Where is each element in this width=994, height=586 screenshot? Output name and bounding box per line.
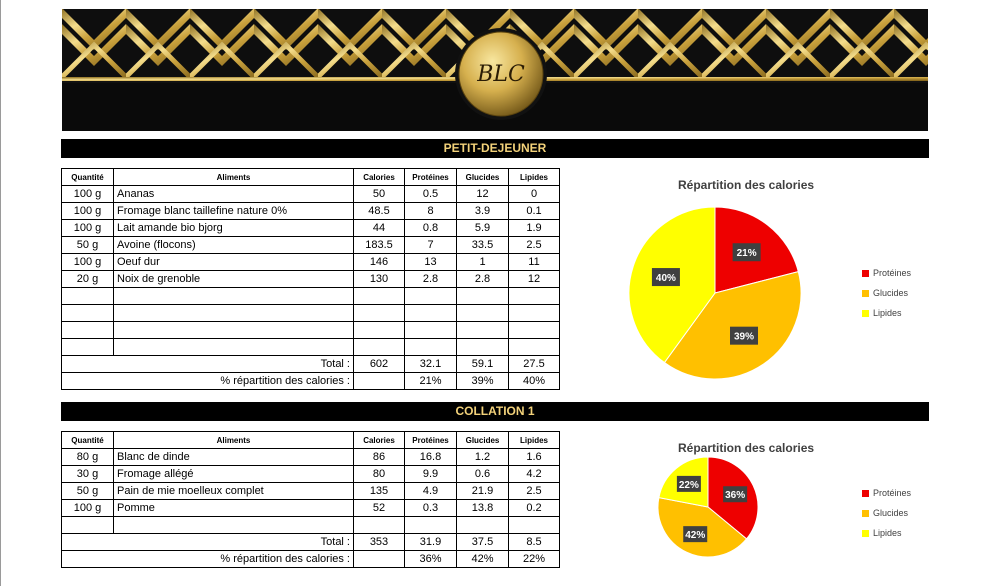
calories-cell: 146 (354, 254, 405, 271)
percentage-label: % répartition des calories : (62, 551, 354, 568)
calories-cell: 183.5 (354, 237, 405, 254)
empty-cell (62, 339, 114, 356)
food-name-cell: Oeuf dur (114, 254, 354, 271)
legend-swatch (862, 490, 869, 497)
empty-cell (354, 305, 405, 322)
food-table-petit-dejeuner (61, 168, 560, 390)
calories-cell: 44 (354, 220, 405, 237)
legend-2 (862, 483, 911, 543)
legend-swatch (862, 510, 869, 517)
empty-row (62, 288, 560, 305)
header-quantite: Quantité (62, 169, 114, 186)
food-name-cell: Ananas (114, 186, 354, 203)
empty-cell (354, 517, 405, 534)
lipides-cell: 12 (509, 271, 560, 288)
glucides-cell: 21.9 (457, 483, 509, 500)
empty-cell (405, 305, 457, 322)
table-row (62, 186, 560, 203)
food-name-cell: Lait amande bio bjorg (114, 220, 354, 237)
empty-cell (509, 305, 560, 322)
header-lipides: Lipides (509, 169, 560, 186)
empty-cell (114, 288, 354, 305)
empty-cell (354, 322, 405, 339)
proteines-cell: 0.8 (405, 220, 457, 237)
proteines-cell: 9.9 (405, 466, 457, 483)
glucides-cell: 1.2 (457, 449, 509, 466)
total-proteines-cell: 31.9 (405, 534, 457, 551)
calories-cell: 135 (354, 483, 405, 500)
percentage-empty-cell (354, 373, 405, 390)
empty-row (62, 517, 560, 534)
pie-chart-collation-1 (650, 452, 780, 567)
table-row (62, 254, 560, 271)
percentage-glucides-cell: 39% (457, 373, 509, 390)
quantity-cell: 20 g (62, 271, 114, 288)
quantity-cell: 100 g (62, 500, 114, 517)
data-label-proteines: 36% (725, 490, 746, 502)
quantity-cell: 50 g (62, 483, 114, 500)
legend-swatch (862, 290, 869, 297)
data-label-proteines: 21% (736, 248, 757, 260)
glucides-cell: 0.6 (457, 466, 509, 483)
empty-cell (114, 305, 354, 322)
proteines-cell: 7 (405, 237, 457, 254)
total-row (62, 356, 560, 373)
empty-cell (509, 517, 560, 534)
empty-cell (354, 339, 405, 356)
lipides-cell: 2.5 (509, 483, 560, 500)
lipides-cell: 0 (509, 186, 560, 203)
total-label: Total : (62, 534, 354, 551)
percentage-lipides-cell: 40% (509, 373, 560, 390)
percentage-row (62, 551, 560, 568)
food-name-cell: Pain de mie moelleux complet (114, 483, 354, 500)
lipides-cell: 11 (509, 254, 560, 271)
data-label-lipides: 40% (655, 273, 676, 285)
total-proteines-cell: 32.1 (405, 356, 457, 373)
table-row (62, 220, 560, 237)
lipides-cell: 1.9 (509, 220, 560, 237)
proteines-cell: 13 (405, 254, 457, 271)
proteines-cell: 2.8 (405, 271, 457, 288)
food-name-cell: Blanc de dinde (114, 449, 354, 466)
percentage-lipides-cell: 22% (509, 551, 560, 568)
data-label-glucides: 39% (733, 331, 755, 343)
calories-cell: 52 (354, 500, 405, 517)
legend-label: Lipides (873, 528, 902, 538)
legend-item-lipides (862, 303, 911, 323)
percentage-proteines-cell: 36% (405, 551, 457, 568)
legend-label: Glucides (873, 508, 909, 518)
table-header-row (62, 169, 560, 186)
left-border (0, 0, 1, 586)
quantity-cell: 30 g (62, 466, 114, 483)
empty-cell (457, 288, 509, 305)
percentage-row (62, 373, 560, 390)
empty-row (62, 322, 560, 339)
banner-artwork (62, 9, 928, 131)
proteines-cell: 8 (405, 203, 457, 220)
quantity-cell: 80 g (62, 449, 114, 466)
header-lipides: Lipides (509, 432, 560, 449)
glucides-cell: 5.9 (457, 220, 509, 237)
quantity-cell: 100 g (62, 186, 114, 203)
total-row (62, 534, 560, 551)
total-calories-cell: 353 (354, 534, 405, 551)
food-name-cell: Avoine (flocons) (114, 237, 354, 254)
total-lipides-cell: 27.5 (509, 356, 560, 373)
empty-cell (405, 322, 457, 339)
proteines-cell: 4.9 (405, 483, 457, 500)
table-row (62, 271, 560, 288)
empty-cell (62, 305, 114, 322)
percentage-glucides-cell: 42% (457, 551, 509, 568)
percentage-proteines-cell: 21% (405, 373, 457, 390)
empty-cell (405, 339, 457, 356)
glucides-cell: 33.5 (457, 237, 509, 254)
header-aliments: Aliments (114, 432, 354, 449)
empty-row (62, 339, 560, 356)
empty-cell (62, 322, 114, 339)
header-calories: Calories (354, 432, 405, 449)
header-proteines: Protéines (405, 169, 457, 186)
empty-cell (354, 288, 405, 305)
section-title-petit-dejeuner: PETIT-DEJEUNER (61, 139, 929, 158)
legend-item-glucides (862, 283, 911, 303)
glucides-cell: 1 (457, 254, 509, 271)
quantity-cell: 50 g (62, 237, 114, 254)
quantity-cell: 100 g (62, 203, 114, 220)
glucides-cell: 2.8 (457, 271, 509, 288)
quantity-cell: 100 g (62, 220, 114, 237)
header-aliments: Aliments (114, 169, 354, 186)
legend-item-lipides (862, 523, 911, 543)
pie-chart-petit-dejeuner (620, 200, 820, 390)
table-row (62, 466, 560, 483)
total-calories-cell: 602 (354, 356, 405, 373)
chart-title-1: Répartition des calories (678, 178, 815, 192)
empty-cell (62, 517, 114, 534)
empty-cell (114, 517, 354, 534)
food-name-cell: Fromage blanc taillefine nature 0% (114, 203, 354, 220)
empty-cell (457, 305, 509, 322)
empty-cell (509, 288, 560, 305)
legend-item-proteines (862, 263, 911, 283)
lipides-cell: 2.5 (509, 237, 560, 254)
proteines-cell: 16.8 (405, 449, 457, 466)
legend-item-glucides (862, 503, 911, 523)
legend-swatch (862, 270, 869, 277)
legend-label: Protéines (873, 268, 912, 278)
calories-cell: 130 (354, 271, 405, 288)
legend-label: Lipides (873, 308, 902, 318)
empty-cell (405, 288, 457, 305)
empty-cell (114, 322, 354, 339)
legend-1 (862, 263, 911, 323)
table-row (62, 449, 560, 466)
food-name-cell: Fromage allégé (114, 466, 354, 483)
calories-cell: 48.5 (354, 203, 405, 220)
legend-swatch (862, 530, 869, 537)
table-row (62, 483, 560, 500)
header-calories: Calories (354, 169, 405, 186)
data-label-lipides: 22% (678, 479, 699, 491)
proteines-cell: 0.5 (405, 186, 457, 203)
lipides-cell: 1.6 (509, 449, 560, 466)
legend-label: Glucides (873, 288, 909, 298)
glucides-cell: 12 (457, 186, 509, 203)
food-name-cell: Noix de grenoble (114, 271, 354, 288)
header-quantite: Quantité (62, 432, 114, 449)
empty-cell (62, 288, 114, 305)
total-label: Total : (62, 356, 354, 373)
proteines-cell: 0.3 (405, 500, 457, 517)
empty-cell (457, 322, 509, 339)
total-glucides-cell: 59.1 (457, 356, 509, 373)
empty-cell (509, 322, 560, 339)
calories-cell: 80 (354, 466, 405, 483)
logo-text: BLC (477, 62, 525, 87)
total-lipides-cell: 8.5 (509, 534, 560, 551)
empty-row (62, 305, 560, 322)
total-glucides-cell: 37.5 (457, 534, 509, 551)
glucides-cell: 3.9 (457, 203, 509, 220)
table-header-row (62, 432, 560, 449)
header-glucides: Glucides (457, 432, 509, 449)
table-row (62, 500, 560, 517)
data-label-glucides: 42% (685, 530, 706, 542)
food-table-collation-1 (61, 431, 560, 568)
legend-label: Protéines (873, 488, 912, 498)
header-banner (62, 9, 928, 131)
header-proteines: Protéines (405, 432, 457, 449)
empty-cell (114, 339, 354, 356)
empty-cell (509, 339, 560, 356)
calories-cell: 86 (354, 449, 405, 466)
quantity-cell: 100 g (62, 254, 114, 271)
glucides-cell: 13.8 (457, 500, 509, 517)
table-row (62, 237, 560, 254)
chart-title-2: Répartition des calories (678, 441, 815, 455)
empty-cell (405, 517, 457, 534)
section-title-collation-1: COLLATION 1 (61, 402, 929, 421)
calories-cell: 50 (354, 186, 405, 203)
lipides-cell: 0.2 (509, 500, 560, 517)
lipides-cell: 4.2 (509, 466, 560, 483)
header-glucides: Glucides (457, 169, 509, 186)
lipides-cell: 0.1 (509, 203, 560, 220)
legend-swatch (862, 310, 869, 317)
empty-cell (457, 339, 509, 356)
food-name-cell: Pomme (114, 500, 354, 517)
empty-cell (457, 517, 509, 534)
percentage-empty-cell (354, 551, 405, 568)
table-row (62, 203, 560, 220)
legend-item-proteines (862, 483, 911, 503)
percentage-label: % répartition des calories : (62, 373, 354, 390)
